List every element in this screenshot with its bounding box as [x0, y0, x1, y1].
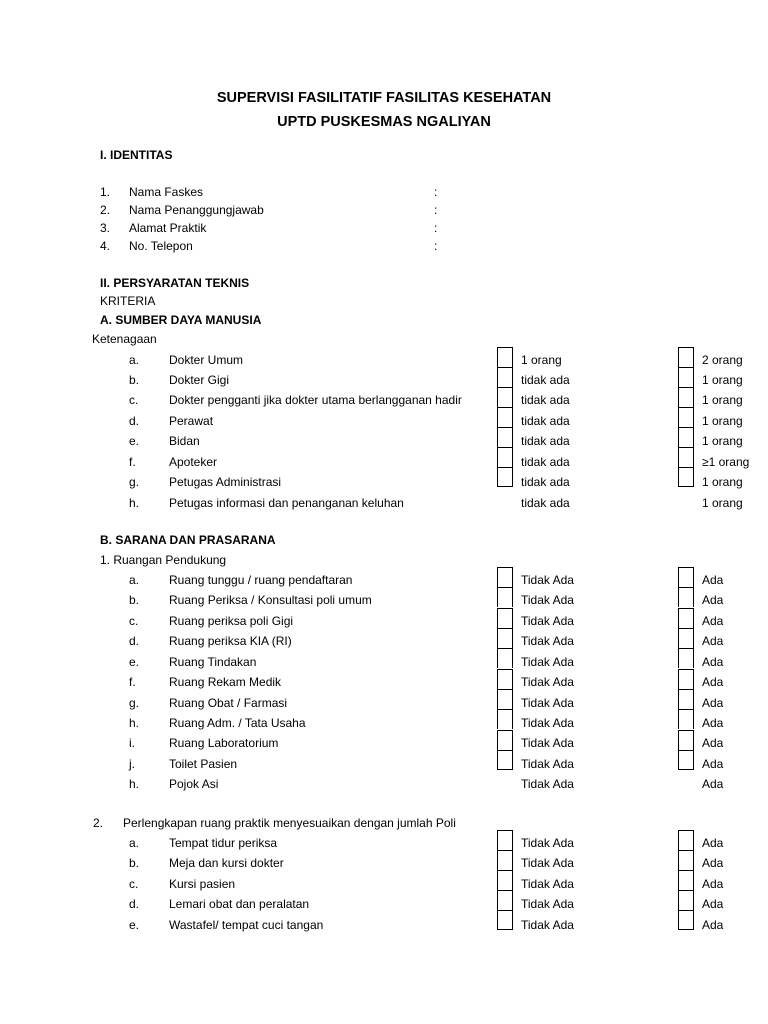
row-opt2: Ada	[702, 614, 724, 628]
row-label: Dokter Gigi	[169, 373, 230, 387]
row-opt1: Tidak Ada	[521, 856, 574, 870]
checkbox-opt1[interactable]	[497, 387, 513, 407]
row-letter: d.	[129, 897, 140, 911]
row-letter: e.	[129, 655, 140, 669]
sdm-heading: A. SUMBER DAYA MANUSIA	[100, 313, 262, 327]
row-opt2: Ada	[702, 634, 724, 648]
row-label: Toilet Pasien	[169, 757, 238, 771]
row-letter: a.	[129, 573, 140, 587]
checkbox-ada[interactable]	[678, 567, 694, 587]
row-opt1: tidak ada	[521, 475, 570, 489]
row-opt2: 1 orang	[702, 393, 743, 407]
checkbox-ada[interactable]	[678, 750, 694, 770]
checkbox-tidak-ada[interactable]	[497, 850, 513, 870]
identitas-colon: :	[434, 203, 438, 217]
row-opt2: Ada	[702, 918, 724, 932]
checkbox-ada[interactable]	[678, 709, 694, 729]
row-opt2: Ada	[702, 716, 724, 730]
identitas-num: 2.	[100, 203, 111, 217]
checkbox-opt1[interactable]	[497, 447, 513, 467]
checkbox-ada[interactable]	[678, 669, 694, 689]
row-opt2: Ada	[702, 836, 724, 850]
row-opt1: Tidak Ada	[521, 877, 574, 891]
checkbox-ada[interactable]	[678, 608, 694, 628]
checkbox-ada[interactable]	[678, 730, 694, 750]
identitas-colon: :	[434, 239, 438, 253]
row-letter: b.	[129, 373, 140, 387]
row-opt1: Tidak Ada	[521, 696, 574, 710]
identitas-num: 3.	[100, 221, 111, 235]
kriteria-label: KRITERIA	[100, 294, 156, 308]
row-opt1: Tidak Ada	[521, 593, 574, 607]
identitas-colon: :	[434, 185, 438, 199]
identitas-label: Nama Faskes	[129, 185, 204, 199]
identitas-num: 4.	[100, 239, 111, 253]
sarana-subheading: 1. Ruangan Pendukung	[100, 553, 227, 567]
identitas-colon: :	[434, 221, 438, 235]
checkbox-tidak-ada[interactable]	[497, 628, 513, 648]
row-opt2: 1 orang	[702, 475, 743, 489]
sarana-heading: B. SARANA DAN PRASARANA	[100, 533, 276, 547]
row-label: Ruang Rekam Medik	[169, 675, 282, 689]
checkbox-opt2[interactable]	[678, 447, 694, 467]
row-opt2: Ada	[702, 757, 724, 771]
row-opt1: Tidak Ada	[521, 736, 574, 750]
row-label: Ruang periksa poli Gigi	[169, 614, 294, 628]
checkbox-tidak-ada[interactable]	[497, 689, 513, 709]
checkbox-tidak-ada[interactable]	[497, 648, 513, 668]
row-letter: c.	[129, 393, 139, 407]
row-opt1: Tidak Ada	[521, 777, 574, 791]
row-letter: b.	[129, 593, 140, 607]
identitas-label: Nama Penanggungjawab	[129, 203, 264, 217]
checkbox-opt1[interactable]	[497, 427, 513, 447]
identitas-label: No. Telepon	[129, 239, 193, 253]
row-opt1: 1 orang	[521, 353, 562, 367]
checkbox-opt2[interactable]	[678, 407, 694, 427]
row-letter: g.	[129, 475, 140, 489]
checkbox-tidak-ada[interactable]	[497, 608, 513, 628]
checkbox-tidak-ada[interactable]	[497, 890, 513, 910]
row-label: Perawat	[169, 414, 214, 428]
row-letter: c.	[129, 877, 139, 891]
checkbox-ada[interactable]	[678, 890, 694, 910]
row-opt1: Tidak Ada	[521, 757, 574, 771]
row-opt1: tidak ada	[521, 373, 570, 387]
checkbox-opt1[interactable]	[497, 347, 513, 367]
row-opt1: tidak ada	[521, 455, 570, 469]
row-opt2: Ada	[702, 897, 724, 911]
row-letter: e.	[129, 918, 140, 932]
row-opt2: 1 orang	[702, 373, 743, 387]
checkbox-ada[interactable]	[678, 910, 694, 930]
row-letter: g.	[129, 696, 140, 710]
row-letter: f.	[129, 675, 136, 689]
identitas-label: Alamat Praktik	[129, 221, 207, 235]
row-opt2: Ada	[702, 736, 724, 750]
row-opt1: Tidak Ada	[521, 836, 574, 850]
row-label: Dokter Umum	[169, 353, 244, 367]
checkbox-ada[interactable]	[678, 587, 694, 607]
row-opt1: tidak ada	[521, 496, 570, 510]
checkbox-opt2[interactable]	[678, 367, 694, 387]
row-letter: a.	[129, 353, 140, 367]
perlengkapan-num: 2.	[93, 816, 104, 830]
document-title-line-1: SUPERVISI FASILITATIF FASILITAS KESEHATAN	[216, 90, 552, 106]
row-label: Dokter pengganti jika dokter utama berlangganan hadir	[169, 393, 462, 407]
checkbox-opt2[interactable]	[678, 387, 694, 407]
persyaratan-heading: II. PERSYARATAN TEKNIS	[100, 276, 250, 290]
row-label: Ruang tunggu / ruang pendaftaran	[169, 573, 353, 587]
checkbox-ada[interactable]	[678, 689, 694, 709]
row-opt2: 1 orang	[702, 434, 743, 448]
checkbox-tidak-ada[interactable]	[497, 669, 513, 689]
checkbox-tidak-ada[interactable]	[497, 709, 513, 729]
row-opt2: Ada	[702, 675, 724, 689]
row-label: Wastafel/ tempat cuci tangan	[169, 918, 324, 932]
row-opt1: Tidak Ada	[521, 897, 574, 911]
row-letter: h.	[129, 777, 140, 791]
row-letter: j.	[129, 757, 135, 771]
checkbox-tidak-ada[interactable]	[497, 910, 513, 930]
row-letter: i.	[129, 736, 135, 750]
checkbox-tidak-ada[interactable]	[497, 830, 513, 850]
row-label: Lemari obat dan peralatan	[169, 897, 310, 911]
perlengkapan-heading: Perlengkapan ruang praktik menyesuaikan dengan jumlah Poli	[123, 816, 456, 830]
checkbox-tidak-ada[interactable]	[497, 870, 513, 890]
row-label: Pojok Asi	[169, 777, 219, 791]
checkbox-opt1[interactable]	[497, 407, 513, 427]
checkbox-ada[interactable]	[678, 628, 694, 648]
row-label: Petugas informasi dan penanganan keluhan	[169, 496, 404, 510]
row-opt1: Tidak Ada	[521, 614, 574, 628]
row-opt1: Tidak Ada	[521, 918, 574, 932]
row-label: Bidan	[169, 434, 200, 448]
row-opt1: Tidak Ada	[521, 655, 574, 669]
row-label: Apoteker	[169, 455, 218, 469]
row-opt2: Ada	[702, 877, 724, 891]
row-opt2: Ada	[702, 856, 724, 870]
row-opt2: ≥1 orang	[702, 455, 750, 469]
row-opt1: Tidak Ada	[521, 716, 574, 730]
row-label: Tempat tidur periksa	[169, 836, 278, 850]
row-opt2: Ada	[702, 593, 724, 607]
row-letter: h.	[129, 496, 140, 510]
row-opt2: 1 orang	[702, 496, 743, 510]
checkbox-tidak-ada[interactable]	[497, 730, 513, 750]
row-letter: h.	[129, 716, 140, 730]
checkbox-opt1[interactable]	[497, 467, 513, 487]
row-label: Kursi pasien	[169, 877, 236, 891]
checkbox-ada[interactable]	[678, 850, 694, 870]
identitas-num: 1.	[100, 185, 111, 199]
row-letter: f.	[129, 455, 136, 469]
row-label: Ruang Adm. / Tata Usaha	[169, 716, 306, 730]
row-opt2: 1 orang	[702, 414, 743, 428]
checkbox-opt2[interactable]	[678, 347, 694, 367]
row-label: Petugas Administrasi	[169, 475, 282, 489]
row-opt1: Tidak Ada	[521, 573, 574, 587]
checkbox-opt2[interactable]	[678, 427, 694, 447]
row-label: Ruang periksa KIA (RI)	[169, 634, 292, 648]
row-label: Ruang Laboratorium	[169, 736, 279, 750]
document-title-line-2: UPTD PUSKESMAS NGALIYAN	[277, 114, 491, 130]
row-opt1: tidak ada	[521, 434, 570, 448]
row-label: Ruang Tindakan	[169, 655, 257, 669]
row-letter: b.	[129, 856, 140, 870]
checkbox-opt1[interactable]	[497, 367, 513, 387]
row-opt1: Tidak Ada	[521, 634, 574, 648]
row-letter: e.	[129, 434, 140, 448]
row-letter: d.	[129, 634, 140, 648]
row-label: Ruang Obat / Farmasi	[169, 696, 288, 710]
row-letter: a.	[129, 836, 140, 850]
checkbox-tidak-ada[interactable]	[497, 750, 513, 770]
row-opt2: Ada	[702, 696, 724, 710]
sdm-subheading: Ketenagaan	[92, 332, 157, 346]
row-label: Meja dan kursi dokter	[169, 856, 284, 870]
checkbox-tidak-ada[interactable]	[497, 587, 513, 607]
checkbox-ada[interactable]	[678, 870, 694, 890]
row-opt1: tidak ada	[521, 414, 570, 428]
row-label: Ruang Periksa / Konsultasi poli umum	[169, 593, 372, 607]
row-letter: d.	[129, 414, 140, 428]
row-opt2: 2 orang	[702, 353, 743, 367]
row-letter: c.	[129, 614, 139, 628]
row-opt1: Tidak Ada	[521, 675, 574, 689]
checkbox-ada[interactable]	[678, 830, 694, 850]
row-opt2: Ada	[702, 655, 724, 669]
row-opt1: tidak ada	[521, 393, 570, 407]
identitas-heading: I. IDENTITAS	[100, 148, 173, 162]
checkbox-ada[interactable]	[678, 648, 694, 668]
checkbox-opt2[interactable]	[678, 467, 694, 487]
row-opt2: Ada	[702, 777, 724, 791]
checkbox-tidak-ada[interactable]	[497, 567, 513, 587]
row-opt2: Ada	[702, 573, 724, 587]
